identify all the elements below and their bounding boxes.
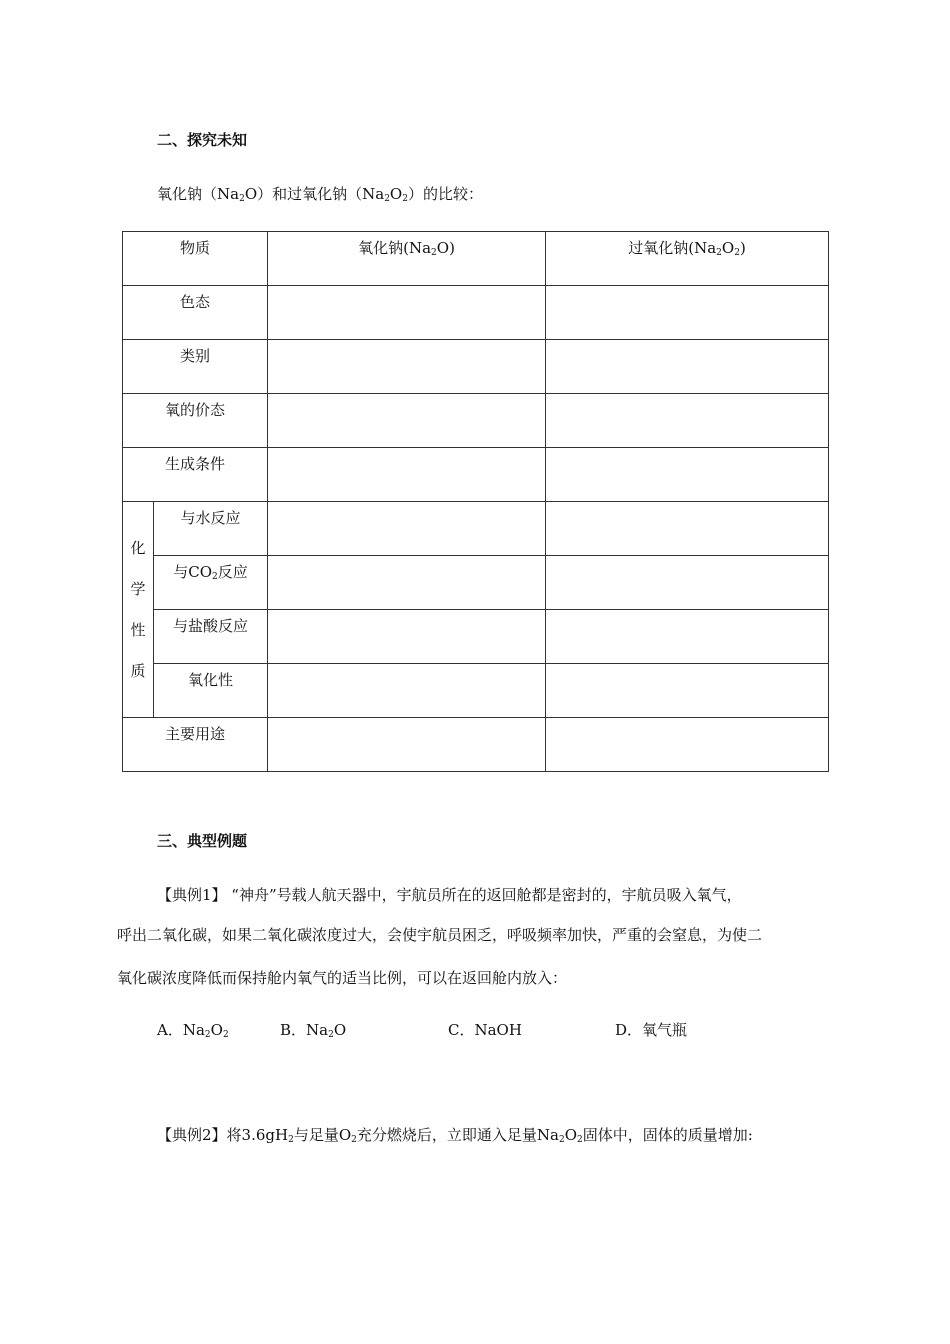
answer-cell[interactable] [268, 556, 546, 610]
row-label-hcl: 与盐酸反应 [154, 610, 268, 664]
table-row [123, 664, 829, 718]
choice-d[interactable]: D．氧气瓶 [615, 1021, 688, 1039]
table-row [123, 502, 829, 556]
answer-cell[interactable] [268, 664, 546, 718]
header-substance: 物质 [123, 232, 268, 286]
row-label-oxidizing: 氧化性 [154, 664, 268, 718]
answer-cell[interactable] [268, 502, 546, 556]
table-row [123, 340, 829, 394]
header-sodium-peroxide: 过氧化钠$(Na_2O_2)$ [546, 232, 829, 286]
choice-c[interactable]: C．NaOH [448, 1021, 522, 1039]
row-label-formation: 生成条件 [123, 448, 268, 502]
section-heading-explore: 二、探究未知 [157, 131, 248, 149]
choice-b[interactable]: B．$Na_2O$ [280, 1021, 347, 1040]
row-label-oxygen-valence: 氧的价态 [123, 394, 268, 448]
answer-cell[interactable] [268, 394, 546, 448]
answer-cell[interactable] [546, 502, 829, 556]
answer-cell[interactable] [268, 448, 546, 502]
answer-cell[interactable] [546, 556, 829, 610]
table-row [123, 448, 829, 502]
row-label-uses: 主要用途 [123, 718, 268, 772]
example1-line2: 呼出二氧化碳，如果二氧化碳浓度过大，会使宇航员困乏，呼吸频率加快，严重的会窒息，为使二 [117, 926, 763, 944]
table-row [123, 232, 829, 286]
row-label-color: 色态 [123, 286, 268, 340]
answer-cell[interactable] [546, 340, 829, 394]
section-heading-examples: 三、典型例题 [157, 832, 248, 850]
table-row [123, 394, 829, 448]
header-sodium-oxide: 氧化钠$(Na_2O)$ [268, 232, 546, 286]
answer-cell[interactable] [546, 718, 829, 772]
answer-cell[interactable] [268, 340, 546, 394]
answer-cell[interactable] [546, 448, 829, 502]
example1-line1: 【典例1】 “神舟”号载人航天器中，宇航员所在的返回舱都是密封的，宇航员吸入氧气， [157, 886, 742, 904]
row-label-water: 与水反应 [154, 502, 268, 556]
table-row [123, 286, 829, 340]
answer-cell[interactable] [268, 718, 546, 772]
row-label-co2: 与$CO_2$反应 [154, 556, 268, 610]
table-row [123, 610, 829, 664]
table-row [123, 718, 829, 772]
answer-cell[interactable] [546, 664, 829, 718]
answer-cell[interactable] [546, 610, 829, 664]
chemical-properties-label: 化 学 性 质 [123, 502, 154, 718]
example1-line3: 氧化碳浓度降低而保持舱内氧气的适当比例，可以在返回舱内放入： [117, 969, 568, 987]
comparison-intro: 氧化钠$(Na_2O)$和过氧化钠$(Na_2O_2)$的比较： [157, 185, 483, 204]
choice-a[interactable]: A．$Na_2O_2$ [157, 1021, 229, 1040]
answer-cell[interactable] [268, 610, 546, 664]
comparison-table [122, 231, 829, 772]
table-row [123, 556, 829, 610]
answer-cell[interactable] [546, 394, 829, 448]
row-label-category: 类别 [123, 340, 268, 394]
answer-cell[interactable] [546, 286, 829, 340]
example2-text: 【典例2】将$3.6gH_2$与足量$O_2$充分燃烧后，立即通入足量$Na_2O_2$固体中，固体的质量增加: [157, 1126, 753, 1145]
answer-cell[interactable] [268, 286, 546, 340]
